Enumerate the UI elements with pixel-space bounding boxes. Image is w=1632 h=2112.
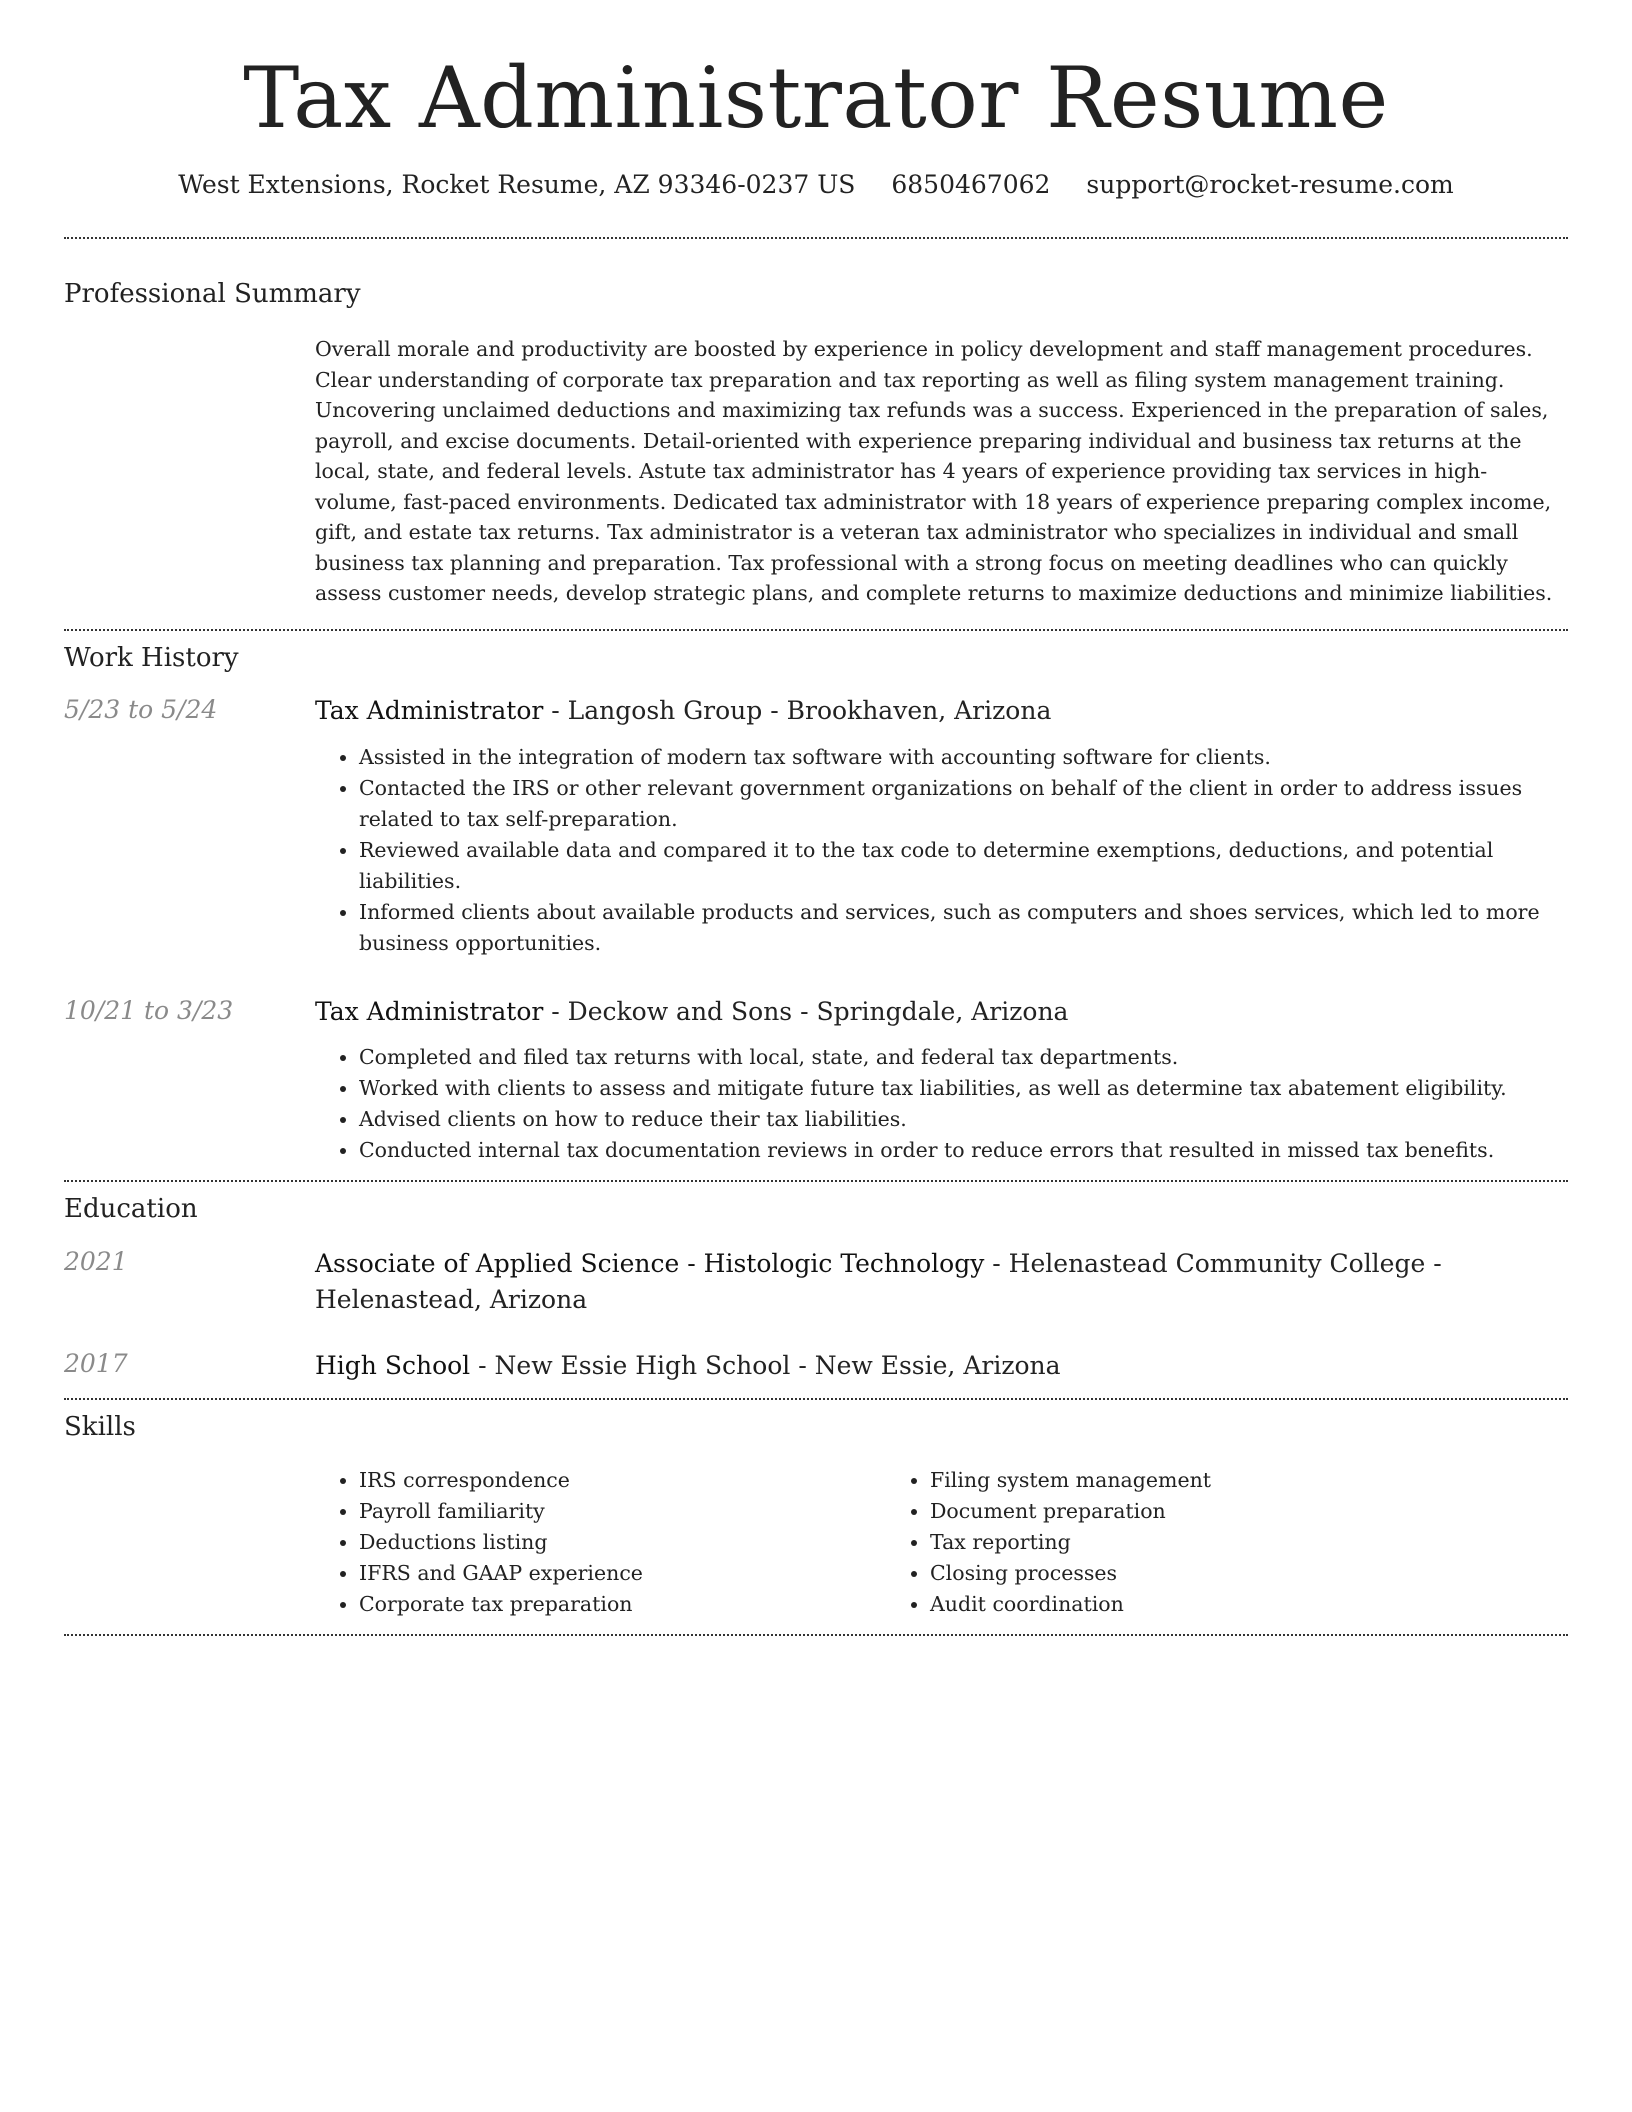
skill-item: • IFRS and GAAP experience	[359, 1558, 886, 1589]
divider	[64, 1634, 1568, 1636]
skill-item: • Document preparation	[930, 1496, 1457, 1527]
work-heading: Work History	[64, 642, 239, 673]
work-section	[64, 643, 1568, 1167]
education-section	[64, 1194, 1568, 1383]
job-entry	[64, 995, 1568, 1167]
education-year: 2017	[64, 1348, 128, 1378]
education-degree: Associate of Applied Science - Histologic Technology	[315, 1248, 985, 1278]
divider	[64, 1180, 1568, 1182]
contact-line	[64, 169, 1568, 202]
job-dates: 10/21 to 3/23	[64, 995, 234, 1025]
skill-item: • Tax reporting	[930, 1527, 1457, 1558]
summary-heading: Professional Summary	[64, 279, 361, 310]
job-bullets	[315, 742, 1568, 959]
skills-section	[64, 1412, 1568, 1620]
list-item: • Contacted the IRS or other relevant government organizations on behalf of the client in order to address issues related to tax self-preparation.	[359, 773, 1568, 835]
summary-text: Overall morale and productivity are boosted by experience in policy development and staff management procedures. Clear understanding of corporate tax preparation and tax reporting as well as filing system management training. Uncovering unclaimed deductions and maximizing tax refunds was a success. Experienced in the preparation of sales, payroll, and excise documents. Detail-oriented with experience preparing individual and business tax returns at the local, state, and federal levels. Astute tax administrator has 4 years of experience providing tax services in high-volume, fast-paced environments. Dedicated tax administrator with 18 years of experience preparing complex income, gift, and estate tax returns. Tax administrator is a veteran tax administrator who specializes in individual and small business tax planning and preparation. Tax professional with a strong focus on meeting deadlines who can quickly assess customer needs, develop strategic plans, and complete returns to maximize deductions and minimize liabilities.	[315, 337, 1553, 606]
skills-list-right	[886, 1465, 1457, 1620]
education-year: 2021	[64, 1246, 128, 1276]
job-heading	[315, 995, 1568, 1029]
list-item: • Worked with clients to assess and mitigate future tax liabilities, as well as determine tax abatement eligibility.	[359, 1073, 1568, 1104]
job-entry	[64, 694, 1568, 959]
job-details: - Deckow and Sons - Springdale, Arizona	[543, 996, 1069, 1026]
education-entry	[64, 1246, 1568, 1318]
job-title: Tax Administrator	[315, 695, 544, 725]
divider	[64, 629, 1568, 631]
skills-list-left	[315, 1465, 886, 1620]
skill-item: • Deductions listing	[359, 1527, 886, 1558]
list-item: • Advised clients on how to reduce their tax liabilities.	[359, 1104, 1568, 1135]
summary-section	[64, 279, 1568, 609]
education-entry	[64, 1348, 1568, 1384]
job-title: Tax Administrator	[315, 996, 544, 1026]
education-details: - Helenastead Community College - Helenastead, Arizona	[315, 1248, 1442, 1314]
summary-spacer	[64, 334, 315, 609]
skill-item: • Audit coordination	[930, 1589, 1457, 1620]
education-details: - New Essie High School - New Essie, Arizona	[470, 1350, 1061, 1380]
skill-item: • Closing processes	[930, 1558, 1457, 1589]
skills-spacer	[64, 1465, 315, 1620]
list-item: • Reviewed available data and compared it to the tax code to determine exemptions, deductions, and potential liabilities.	[359, 835, 1568, 897]
divider	[64, 237, 1568, 239]
education-degree: High School	[315, 1350, 471, 1380]
resume-title: Tax Administrator Resume	[243, 49, 1389, 147]
contact-address: West Extensions, Rocket Resume, AZ 93346-0237 US	[178, 169, 856, 199]
skill-item: • Payroll familiarity	[359, 1496, 886, 1527]
list-item: • Conducted internal tax documentation reviews in order to reduce errors that resulted in missed tax benefits.	[359, 1135, 1568, 1166]
divider	[64, 1398, 1568, 1400]
education-heading-line	[315, 1348, 1568, 1384]
job-dates: 5/23 to 5/24	[64, 694, 218, 724]
education-heading: Education	[64, 1194, 198, 1225]
list-item: • Assisted in the integration of modern tax software with accounting software for clients.	[359, 742, 1568, 773]
job-bullets	[315, 1042, 1568, 1166]
list-item: • Informed clients about available products and services, such as computers and shoes services, which led to more business opportunities.	[359, 897, 1568, 959]
contact-email: support@rocket-resume.com	[1086, 169, 1454, 199]
list-item: • Completed and filed tax returns with local, state, and federal tax departments.	[359, 1042, 1568, 1073]
contact-phone: 6850467062	[891, 169, 1051, 199]
job-heading	[315, 694, 1568, 728]
education-heading-line	[315, 1246, 1568, 1318]
job-details: - Langosh Group - Brookhaven, Arizona	[543, 695, 1052, 725]
skill-item: • Corporate tax preparation	[359, 1589, 886, 1620]
skills-heading: Skills	[64, 1411, 136, 1442]
skill-item: • IRS correspondence	[359, 1465, 886, 1496]
skill-item: • Filing system management	[930, 1465, 1457, 1496]
